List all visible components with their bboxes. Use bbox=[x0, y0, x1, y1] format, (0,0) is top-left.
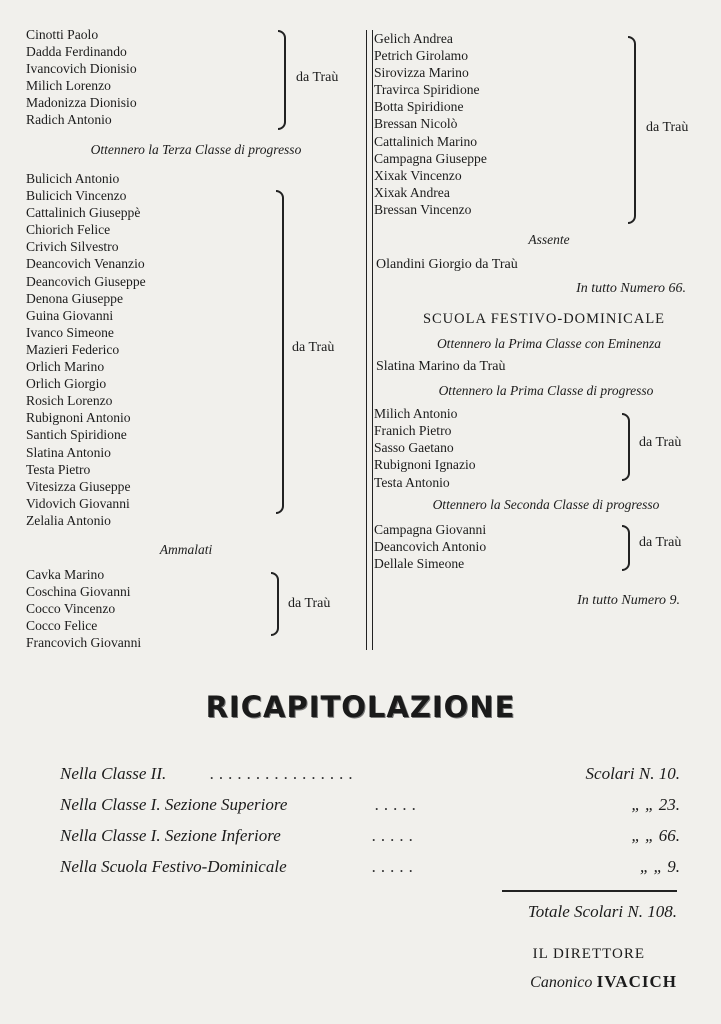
student-name: Orlich Giorgio bbox=[26, 376, 107, 392]
brace bbox=[276, 190, 284, 514]
student-name: Radich Antonio bbox=[26, 112, 112, 128]
student-name: Rosich Lorenzo bbox=[26, 393, 113, 409]
student-name: Cocco Vincenzo bbox=[26, 601, 116, 617]
recap-value: „ „ 23. bbox=[631, 795, 680, 814]
student-name: Petrich Girolamo bbox=[374, 48, 469, 64]
recap-label: Nella Classe I. Sezione Superiore bbox=[60, 795, 288, 814]
student-name: Orlich Marino bbox=[26, 359, 105, 375]
student-name: Madonizza Dionisio bbox=[26, 95, 137, 111]
dot-leader: ..... bbox=[375, 795, 422, 814]
student-name: Testa Antonio bbox=[374, 474, 450, 490]
student-name: Cocco Felice bbox=[26, 618, 98, 634]
signer-name: IVACICH bbox=[596, 972, 677, 991]
student-name: Ivanco Simeone bbox=[26, 324, 114, 340]
student-name: Vitesizza Giuseppe bbox=[26, 478, 131, 494]
dot-leader: ................ bbox=[210, 764, 358, 783]
student-name: Coschina Giovanni bbox=[26, 584, 131, 600]
dot-leader: ..... bbox=[372, 857, 419, 876]
left-group-3 bbox=[26, 566, 356, 656]
student-name: Francovich Giovanni bbox=[26, 635, 142, 651]
recap-label: Nella Scuola Festivo-Dominicale bbox=[60, 857, 287, 876]
student-name: Santich Spiridione bbox=[26, 427, 127, 443]
place-label: da Traù bbox=[296, 70, 339, 85]
recap-row bbox=[60, 822, 680, 853]
student-name: Slatina Antonio bbox=[26, 444, 111, 460]
section-heading: Ammalati bbox=[159, 542, 213, 557]
signer-role: Canonico bbox=[530, 974, 593, 991]
left-group-2 bbox=[26, 170, 356, 530]
total-rule bbox=[502, 890, 677, 892]
student-name: Dadda Ferdinando bbox=[26, 44, 127, 60]
student-name: Travirca Spiridione bbox=[374, 82, 480, 98]
student-name: Deancovich Venanzio bbox=[26, 256, 145, 272]
brace bbox=[278, 30, 286, 130]
absent-entry: Olandini Giorgio da Traù bbox=[376, 257, 518, 272]
student-name: Xixak Andrea bbox=[374, 184, 450, 200]
student-name: Testa Pietro bbox=[26, 461, 91, 477]
signature-line bbox=[530, 972, 677, 992]
student-name: Ivancovich Dionisio bbox=[26, 61, 137, 77]
recap-row bbox=[60, 853, 680, 884]
student-name: Cinotti Paolo bbox=[26, 27, 99, 42]
student-name: Rubignoni Antonio bbox=[26, 410, 131, 426]
student-name: Campagna Giuseppe bbox=[374, 150, 487, 166]
student-name: Rubignoni Ignazio bbox=[374, 457, 476, 473]
student-name: Milich Antonio bbox=[374, 406, 458, 422]
dot-leader: ..... bbox=[372, 826, 419, 845]
student-name: Deancovich Antonio bbox=[374, 539, 487, 555]
student-name: Cattalinich Giuseppè bbox=[26, 205, 141, 221]
student-name: Milich Lorenzo bbox=[26, 78, 111, 94]
student-name: Bressan Vincenzo bbox=[374, 201, 472, 217]
recap-value: „ „ 9. bbox=[639, 857, 680, 876]
section-heading: Ottennero la Terza Classe di progresso bbox=[90, 142, 302, 157]
student-name: Botta Spiridione bbox=[374, 99, 464, 115]
place-label: da Traù bbox=[646, 120, 689, 135]
section-heading: Ottennero la Seconda Classe di progresso bbox=[432, 497, 660, 513]
right-column bbox=[374, 30, 704, 609]
recap-label: Nella Classe II. bbox=[60, 764, 167, 783]
student-name: Deancovich Giuseppe bbox=[26, 273, 146, 289]
section-heading: Ottennero la Prima Classe di progresso bbox=[438, 383, 654, 399]
student-name: Franich Pietro bbox=[374, 423, 452, 439]
student-name: Crivich Silvestro bbox=[26, 239, 119, 255]
section-total: In tutto Numero 66. bbox=[576, 281, 686, 297]
place-label: da Traù bbox=[639, 435, 682, 451]
student-name: Guina Giovanni bbox=[26, 307, 114, 323]
place-label: da Traù bbox=[292, 340, 335, 355]
student-name: Cavka Marino bbox=[26, 567, 105, 582]
student-name: Dellale Simeone bbox=[374, 556, 465, 572]
left-column bbox=[26, 26, 356, 656]
student-name: Zelalia Antonio bbox=[26, 512, 111, 528]
student-name: Bressan Nicolò bbox=[374, 116, 458, 132]
brace bbox=[622, 525, 630, 571]
section-heading: Ottennero la Prima Classe con Eminenza bbox=[436, 336, 662, 352]
brace bbox=[622, 413, 630, 481]
place-label: da Traù bbox=[639, 535, 682, 551]
recap-title: RICAPITOLAZIONE bbox=[205, 690, 516, 724]
section-total: In tutto Numero 9. bbox=[577, 593, 680, 609]
section-heading: Assente bbox=[528, 232, 570, 247]
student-name: Mazieri Federico bbox=[26, 341, 120, 357]
recap-row bbox=[60, 791, 680, 822]
recap-table bbox=[60, 760, 680, 884]
student-name: Gelich Andrea bbox=[374, 31, 453, 46]
student-name: Campagna Giovanni bbox=[374, 522, 487, 538]
student-name: Xixak Vincenzo bbox=[374, 167, 462, 183]
recap-value: „ „ 66. bbox=[631, 826, 680, 845]
left-group-1 bbox=[26, 26, 356, 130]
student-name: Bulicich Antonio bbox=[26, 171, 120, 186]
student-name: Vidovich Giovanni bbox=[26, 495, 130, 511]
school-title: SCUOLA FESTIVO-DOMINICALE bbox=[422, 311, 666, 328]
column-divider bbox=[366, 30, 373, 650]
right-group-1 bbox=[374, 30, 704, 220]
right-group-3 bbox=[374, 521, 704, 573]
eminence-entry: Slatina Marino da Traù bbox=[376, 359, 506, 375]
signer-title: IL DIRETTORE bbox=[532, 946, 645, 962]
recap-row bbox=[60, 760, 680, 791]
student-name: Sasso Gaetano bbox=[374, 440, 454, 456]
recap-value: Scolari N. 10. bbox=[585, 764, 680, 783]
brace bbox=[271, 572, 279, 636]
place-label: da Traù bbox=[288, 596, 331, 611]
grand-total: Totale Scolari N. 108. bbox=[527, 902, 677, 921]
right-group-2 bbox=[374, 405, 704, 493]
student-name: Denona Giuseppe bbox=[26, 290, 124, 306]
student-name: Cattalinich Marino bbox=[374, 133, 478, 149]
recap-label: Nella Classe I. Sezione Inferiore bbox=[60, 826, 281, 845]
brace bbox=[628, 36, 636, 224]
student-name: Chiorich Felice bbox=[26, 222, 111, 238]
student-name: Sirovizza Marino bbox=[374, 65, 469, 81]
student-name: Bulicich Vincenzo bbox=[26, 188, 127, 204]
